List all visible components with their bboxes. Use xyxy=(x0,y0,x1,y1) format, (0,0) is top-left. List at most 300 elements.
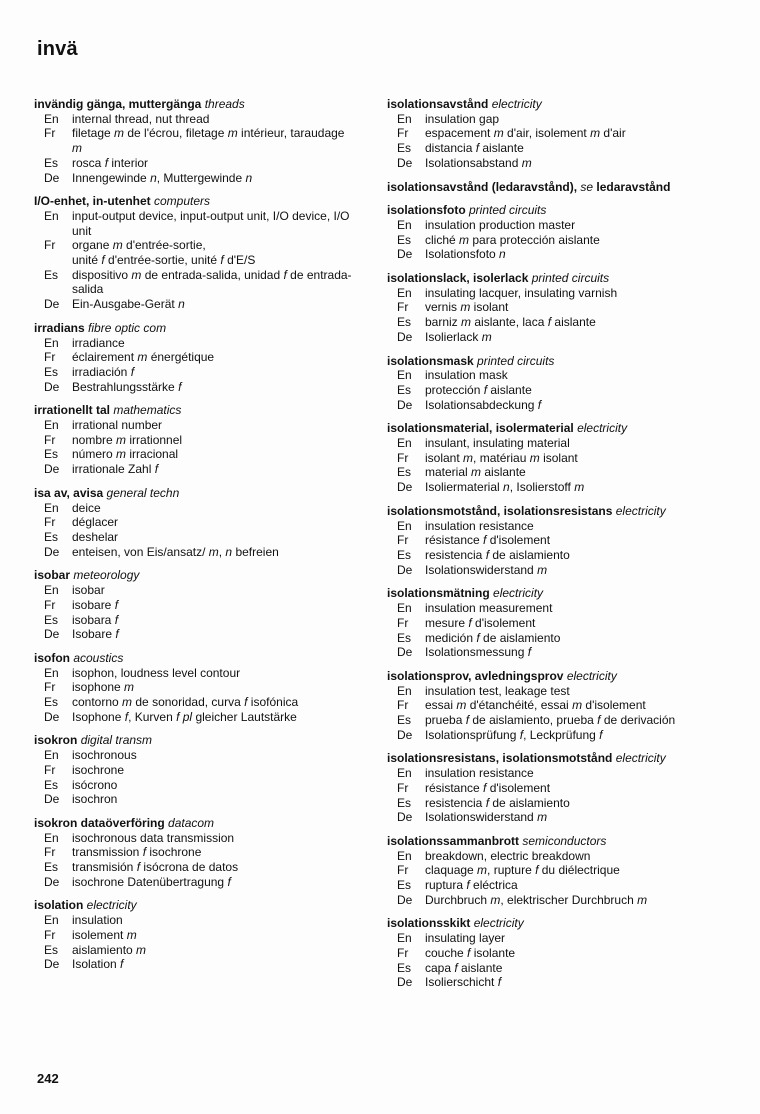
translation-text: isophon, loudness level contour xyxy=(72,665,241,680)
language-code: Es xyxy=(44,942,59,957)
translation-row xyxy=(387,849,725,864)
translation-row xyxy=(387,931,725,946)
translation-row xyxy=(387,286,725,301)
language-code: En xyxy=(44,111,59,126)
language-code: Es xyxy=(44,612,59,627)
translation-row xyxy=(387,436,725,451)
language-code: En xyxy=(44,335,59,350)
language-code: De xyxy=(397,645,413,660)
left-column xyxy=(34,97,352,981)
subject-field: computers xyxy=(154,194,211,209)
translation-text: Isolierschicht f xyxy=(425,975,502,990)
translation-row xyxy=(387,126,725,141)
translation-row xyxy=(387,548,725,563)
translation-text: essai m d'étanchéité, essai m d'isolement xyxy=(425,698,646,713)
translation-text: isolement m xyxy=(72,927,137,942)
translation-text: isobar xyxy=(72,583,105,598)
entry-headword: isolationslack, isolerlack printed circuits xyxy=(387,271,610,286)
entry-headword: isolationsprov, avledningsprov electricity xyxy=(387,668,617,683)
language-code: Fr xyxy=(397,863,409,878)
language-code: De xyxy=(44,709,60,724)
language-code: De xyxy=(397,562,413,577)
translation-row xyxy=(34,350,352,365)
translation-row xyxy=(34,380,352,395)
translation-text: irrational number xyxy=(72,418,163,433)
language-code: Fr xyxy=(44,927,56,942)
translation-text: Isoliermaterial n, Isolierstoff m xyxy=(425,480,585,495)
language-code: Es xyxy=(44,155,59,170)
translation-text: insulation test, leakage test xyxy=(425,683,570,698)
subject-field: semiconductors xyxy=(522,833,607,848)
language-code: Fr xyxy=(44,680,56,695)
language-code: Es xyxy=(397,547,412,562)
language-code: Fr xyxy=(44,238,56,253)
translation-text: Isolationswiderstand m xyxy=(425,810,548,825)
translation-text: transmisión f isócrona de datos xyxy=(72,860,239,875)
translation-text: Durchbruch m, elektrischer Durchbruch m xyxy=(425,892,648,907)
translation-row xyxy=(387,975,725,990)
translation-text: aislamiento m xyxy=(72,942,147,957)
entry-headword: isokron dataöverföring datacom xyxy=(34,815,215,830)
translation-text: irradiance xyxy=(72,335,125,350)
language-code: En xyxy=(397,931,412,946)
translation-row xyxy=(387,961,725,976)
language-code: En xyxy=(397,217,412,232)
language-code: Es xyxy=(397,630,412,645)
language-code: De xyxy=(44,874,60,889)
translation-row xyxy=(387,233,725,248)
language-code: Fr xyxy=(397,300,409,315)
translation-row xyxy=(387,383,725,398)
entry-headword: isolationsmask printed circuits xyxy=(387,353,555,368)
language-code: Es xyxy=(397,141,412,156)
subject-field: acoustics xyxy=(73,650,124,665)
language-code: Fr xyxy=(397,698,409,713)
translation-row xyxy=(387,631,725,646)
translation-row xyxy=(387,863,725,878)
entry-headword: isolationsmätning electricity xyxy=(387,586,544,601)
translation-row xyxy=(387,601,725,616)
translation-row xyxy=(34,680,352,695)
entry-headword: isolationsmotstånd, isolationsresistans electricity xyxy=(387,503,666,518)
language-code: En xyxy=(397,683,412,698)
translation-row xyxy=(387,451,725,466)
translation-text: material m aislante xyxy=(425,465,526,480)
translation-row xyxy=(387,893,725,908)
translation-text: isochrone xyxy=(72,762,125,777)
translation-text: protección f aislante xyxy=(425,382,532,397)
translation-text: Isolationswiderstand m xyxy=(425,562,548,577)
translation-row xyxy=(387,946,725,961)
subject-field: printed circuits xyxy=(477,353,555,368)
language-code: En xyxy=(44,913,59,928)
language-code: En xyxy=(44,208,59,223)
page-number: 242 xyxy=(37,1071,59,1086)
entry-headword: isolationsfoto printed circuits xyxy=(387,203,547,218)
language-code: Fr xyxy=(44,515,56,530)
language-code: Fr xyxy=(44,597,56,612)
running-head: invä xyxy=(37,38,78,60)
subject-field: electricity xyxy=(493,586,544,601)
language-code: Fr xyxy=(397,126,409,141)
translation-text: insulation xyxy=(72,913,123,928)
translation-text: internal thread, nut thread xyxy=(72,111,210,126)
translation-text: capa f aislante xyxy=(425,960,503,975)
translation-text: vernis m isolant xyxy=(425,300,509,315)
language-code: De xyxy=(44,170,60,185)
translation-row xyxy=(387,141,725,156)
translation-text: éclairement m énergétique xyxy=(72,350,215,365)
translation-row xyxy=(34,943,352,958)
translation-text: déglacer xyxy=(72,515,119,530)
translation-text: insulation resistance xyxy=(425,766,534,781)
translation-row xyxy=(387,781,725,796)
translation-text: prueba f de aislamiento, prueba f de derivación xyxy=(425,713,676,728)
translation-text: Isolationsmessung f xyxy=(425,645,532,660)
entry-headword: isokron digital transm xyxy=(34,733,153,748)
translation-text: dispositivo m de entrada-salida, unidad f de entrada-salida xyxy=(72,267,352,297)
translation-text: resistencia f de aislamiento xyxy=(425,547,570,562)
translation-row xyxy=(387,698,725,713)
translation-text: ruptura f eléctrica xyxy=(425,878,518,893)
translation-row xyxy=(34,666,352,681)
language-code: En xyxy=(397,766,412,781)
translation-row xyxy=(387,533,725,548)
translation-row xyxy=(387,330,725,345)
language-code: Fr xyxy=(44,350,56,365)
language-code: En xyxy=(397,848,412,863)
translation-row xyxy=(387,300,725,315)
translation-text: Isobare f xyxy=(72,627,119,642)
translation-row xyxy=(34,112,352,127)
entry-headword: isolationsskikt electricity xyxy=(387,916,524,931)
dictionary-entry xyxy=(34,651,352,725)
translation-text: insulation gap xyxy=(425,111,500,126)
entry-headword: isolationsavstånd (ledaravstånd), se ledaravstånd xyxy=(387,179,671,194)
translation-text: enteisen, von Eis/ansatz/ m, n befreien xyxy=(72,544,279,559)
translation-text: insulation mask xyxy=(425,368,508,383)
translation-text: isochronous xyxy=(72,748,137,763)
translation-text: Isolation f xyxy=(72,957,124,972)
translation-text: isolant m, matériau m isolant xyxy=(425,450,578,465)
translation-row xyxy=(34,695,352,710)
translation-row xyxy=(387,766,725,781)
entry-headword: isolationsmaterial, isolermaterial electricity xyxy=(387,421,628,436)
translation-row xyxy=(387,247,725,262)
translation-text: isophone m xyxy=(72,680,135,695)
translation-text: claquage m, rupture f du diélectrique xyxy=(425,863,620,878)
language-code: De xyxy=(44,297,60,312)
translation-text: resistencia f de aislamiento xyxy=(425,795,570,810)
language-code: De xyxy=(397,329,413,344)
language-code: Es xyxy=(397,713,412,728)
translation-row xyxy=(34,598,352,613)
dictionary-entry xyxy=(387,421,725,495)
translation-row xyxy=(34,209,352,238)
dictionary-entry xyxy=(387,97,725,171)
language-code: De xyxy=(397,480,413,495)
subject-field: electricity xyxy=(473,916,524,931)
translation-row xyxy=(34,530,352,545)
language-code: De xyxy=(44,379,60,394)
translation-row xyxy=(387,112,725,127)
entry-headword: irrationellt tal mathematics xyxy=(34,403,182,418)
dictionary-entry xyxy=(34,733,352,807)
translation-text: barniz m aislante, laca f aislante xyxy=(425,315,596,330)
translation-row xyxy=(34,913,352,928)
language-code: De xyxy=(397,247,413,262)
language-code: Fr xyxy=(397,945,409,960)
right-column xyxy=(387,97,725,999)
dictionary-entry xyxy=(387,354,725,413)
language-code: De xyxy=(44,957,60,972)
translation-row xyxy=(387,519,725,534)
translation-row xyxy=(387,480,725,495)
translation-text: breakdown, electric breakdown xyxy=(425,848,591,863)
translation-text: Isolierlack m xyxy=(425,329,492,344)
entry-headword: I/O-enhet, in-utenhet computers xyxy=(34,194,211,209)
entry-headword: isolationsavstånd electricity xyxy=(387,97,542,111)
subject-field: electricity xyxy=(615,751,666,766)
entry-headword: isofon acoustics xyxy=(34,650,124,665)
entry-headword: irradians fibre optic com xyxy=(34,320,167,335)
subject-field: electricity xyxy=(86,898,137,913)
subject-field: electricity xyxy=(577,421,628,436)
subject-field: fibre optic com xyxy=(88,320,167,335)
translation-row xyxy=(34,297,352,312)
translation-row xyxy=(34,336,352,351)
translation-row xyxy=(34,831,352,846)
translation-text: deice xyxy=(72,500,101,515)
translation-text: Isolationsabdeckung f xyxy=(425,397,542,412)
translation-row xyxy=(34,238,352,267)
translation-text: insulating layer xyxy=(425,931,506,946)
language-code: En xyxy=(397,601,412,616)
translation-row xyxy=(387,218,725,233)
translation-text: nombre m irrationnel xyxy=(72,432,183,447)
language-code: Fr xyxy=(397,533,409,548)
language-code: De xyxy=(397,892,413,907)
translation-row xyxy=(34,462,352,477)
language-code: En xyxy=(397,111,412,126)
dictionary-entry xyxy=(34,194,352,312)
translation-row xyxy=(34,845,352,860)
translation-text: número m irracional xyxy=(72,447,179,462)
translation-text: filetage m de l'écrou, filetage m intérieur, taraudage m xyxy=(72,126,345,156)
language-code: Fr xyxy=(44,845,56,860)
subject-field: electricity xyxy=(615,503,666,518)
translation-text: Isolationsfoto n xyxy=(425,247,506,262)
dictionary-entry xyxy=(387,751,725,825)
language-code: Fr xyxy=(397,615,409,630)
translation-row xyxy=(34,583,352,598)
translation-text: cliché m para protección aislante xyxy=(425,232,600,247)
language-code: En xyxy=(44,830,59,845)
dictionary-entry xyxy=(34,321,352,395)
language-code: De xyxy=(44,792,60,807)
language-code: De xyxy=(397,397,413,412)
language-code: Es xyxy=(44,777,59,792)
translation-row xyxy=(387,810,725,825)
dictionary-entry xyxy=(387,203,725,262)
dictionary-entry xyxy=(34,568,352,642)
language-code: Fr xyxy=(44,126,56,141)
language-code: Es xyxy=(397,382,412,397)
translation-text: input-output device, input-output unit, I/O device, I/O unit xyxy=(72,208,350,238)
language-code: Es xyxy=(397,232,412,247)
translation-row xyxy=(34,156,352,171)
translation-row xyxy=(34,875,352,890)
translation-text: distancia f aislante xyxy=(425,141,524,156)
translation-row xyxy=(34,515,352,530)
translation-row xyxy=(34,126,352,155)
subject-field: digital transm xyxy=(80,733,153,748)
translation-text: espacement m d'air, isolement m d'air xyxy=(425,126,626,141)
translation-row xyxy=(34,860,352,875)
translation-text: Bestrahlungsstärke f xyxy=(72,379,182,394)
entry-headword: invändig gänga, muttergänga threads xyxy=(34,97,245,111)
translation-text: isobare f xyxy=(72,597,119,612)
language-code: En xyxy=(397,436,412,451)
translation-text: medición f de aislamiento xyxy=(425,630,561,645)
dictionary-entry xyxy=(34,898,352,972)
translation-text: Innengewinde n, Muttergewinde n xyxy=(72,170,253,185)
translation-row xyxy=(34,171,352,186)
translation-text: Isophone f, Kurven f pl gleicher Lautstärke xyxy=(72,709,297,724)
language-code: De xyxy=(397,975,413,990)
translation-text: résistance f d'isolement xyxy=(425,780,551,795)
translation-text: insulant, insulating material xyxy=(425,436,570,451)
language-code: De xyxy=(44,627,60,642)
language-code: Es xyxy=(44,860,59,875)
language-code: En xyxy=(44,500,59,515)
subject-field: datacom xyxy=(168,815,215,830)
language-code: De xyxy=(397,727,413,742)
translation-text: Isolationsprüfung f, Leckprüfung f xyxy=(425,727,603,742)
dictionary-entry xyxy=(34,816,352,890)
translation-row xyxy=(34,545,352,560)
language-code: En xyxy=(44,665,59,680)
subject-field: threads xyxy=(204,97,245,111)
language-code: Fr xyxy=(397,780,409,795)
translation-text: insulating lacquer, insulating varnish xyxy=(425,285,618,300)
translation-row xyxy=(34,928,352,943)
language-code: En xyxy=(397,368,412,383)
translation-text: organe m d'entrée-sortie, unité f d'entrée-sortie, unité f d'E/S xyxy=(72,238,256,268)
translation-row xyxy=(387,796,725,811)
translation-row xyxy=(34,613,352,628)
language-code: Es xyxy=(44,447,59,462)
subject-field: meteorology xyxy=(73,568,140,583)
language-code: Fr xyxy=(397,450,409,465)
translation-row xyxy=(387,465,725,480)
language-code: Es xyxy=(44,364,59,379)
language-code: De xyxy=(44,462,60,477)
translation-row xyxy=(387,728,725,743)
translation-row xyxy=(34,748,352,763)
entry-headword: isolationsresistans, isolationsmotstånd electricity xyxy=(387,751,666,766)
translation-row xyxy=(34,418,352,433)
translation-text: isochronous data transmission xyxy=(72,830,235,845)
language-code: En xyxy=(44,583,59,598)
language-code: Es xyxy=(397,795,412,810)
translation-row xyxy=(34,957,352,972)
translation-text: insulation measurement xyxy=(425,601,553,616)
dictionary-entry xyxy=(387,180,725,195)
entry-headword: isolationssammanbrott semiconductors xyxy=(387,833,607,848)
language-code: Es xyxy=(397,465,412,480)
translation-text: isobara f xyxy=(72,612,119,627)
entry-headword: isa av, avisa general techn xyxy=(34,485,180,500)
language-code: Es xyxy=(44,267,59,282)
language-code: Es xyxy=(397,315,412,330)
language-code: Fr xyxy=(44,762,56,777)
translation-text: isócrono xyxy=(72,777,118,792)
translation-row xyxy=(34,792,352,807)
subject-field: mathematics xyxy=(113,403,182,418)
dictionary-entry xyxy=(387,834,725,908)
language-code: En xyxy=(397,285,412,300)
translation-row xyxy=(34,778,352,793)
dictionary-entry xyxy=(34,97,352,185)
translation-text: rosca f interior xyxy=(72,155,149,170)
translation-row xyxy=(34,627,352,642)
language-code: En xyxy=(397,518,412,533)
translation-row xyxy=(34,710,352,725)
translation-text: irradiación f xyxy=(72,364,135,379)
dictionary-entry xyxy=(387,271,725,345)
translation-row xyxy=(34,447,352,462)
translation-text: isochrone Datenübertragung f xyxy=(72,874,231,889)
translation-text: transmission f isochrone xyxy=(72,845,202,860)
language-code: De xyxy=(44,544,60,559)
dictionary-entry xyxy=(387,916,725,990)
dictionary-entry xyxy=(34,486,352,560)
language-code: Es xyxy=(44,695,59,710)
language-code: En xyxy=(44,748,59,763)
dictionary-entry xyxy=(387,504,725,578)
translation-row xyxy=(387,315,725,330)
language-code: Es xyxy=(397,960,412,975)
translation-row xyxy=(387,563,725,578)
translation-text: isochron xyxy=(72,792,118,807)
dictionary-entry xyxy=(34,403,352,477)
translation-row xyxy=(34,433,352,448)
translation-text: mesure f d'isolement xyxy=(425,615,536,630)
translation-text: Isolationsabstand m xyxy=(425,155,532,170)
translation-text: couche f isolante xyxy=(425,945,516,960)
translation-row xyxy=(387,645,725,660)
language-code: Es xyxy=(397,878,412,893)
translation-row xyxy=(387,878,725,893)
subject-field: printed circuits xyxy=(531,271,610,286)
translation-row xyxy=(387,713,725,728)
translation-row xyxy=(34,501,352,516)
language-code: De xyxy=(397,155,413,170)
translation-row xyxy=(387,368,725,383)
translation-row xyxy=(387,398,725,413)
translation-row xyxy=(34,365,352,380)
subject-field: printed circuits xyxy=(469,203,547,218)
dictionary-entry xyxy=(387,669,725,743)
translation-row xyxy=(34,763,352,778)
translation-row xyxy=(387,156,725,171)
language-code: De xyxy=(397,810,413,825)
subject-field: electricity xyxy=(566,668,617,683)
dictionary-entry xyxy=(387,586,725,660)
entry-headword: isobar meteorology xyxy=(34,568,140,583)
translation-row xyxy=(387,684,725,699)
